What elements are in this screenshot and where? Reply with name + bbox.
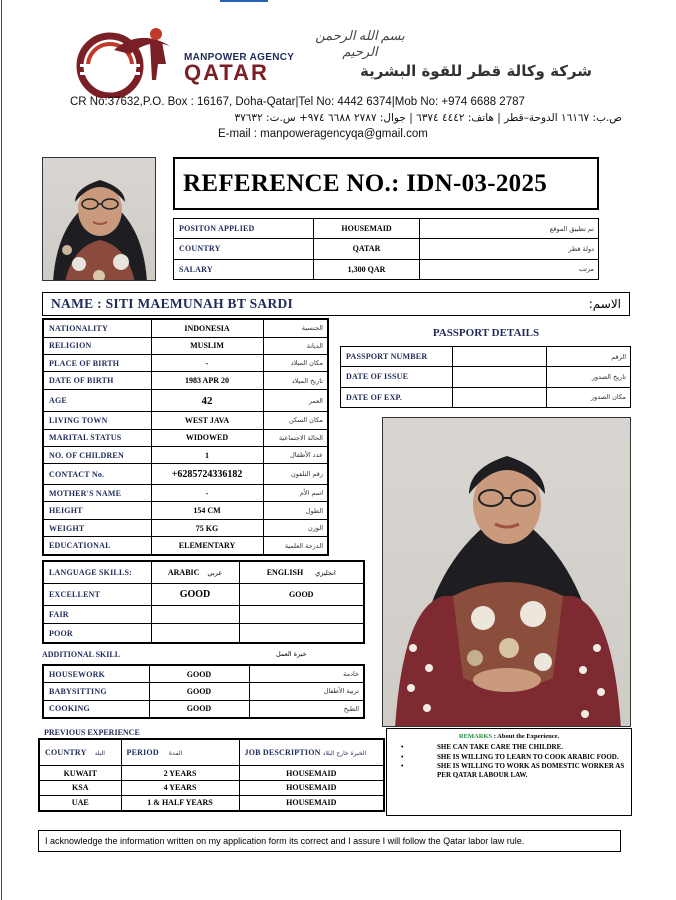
personal-value: WEST JAVA (151, 412, 263, 429)
table-row (43, 502, 328, 519)
agency-name-arabic: شركة وكالة قطر للقوة البشرية (360, 62, 592, 80)
table-row (39, 795, 384, 811)
table-row (341, 387, 631, 407)
table-row (174, 259, 599, 279)
reference-number: REFERENCE NO.: IDN-03-2025 (183, 169, 548, 197)
table-row (43, 389, 328, 412)
personal-value: WIDOWED (151, 429, 263, 446)
country-arabic: دولة قطر (420, 239, 599, 259)
english-poor (239, 624, 364, 643)
personal-arabic: مكان الميلاد (263, 355, 328, 372)
agency-name-line2: QATAR (184, 60, 269, 85)
remarks-list (393, 743, 625, 779)
table-row (39, 739, 384, 766)
passport-number-value (453, 347, 547, 367)
country-header-label: COUNTRY (45, 748, 87, 758)
english-label-ar: انجليزي (315, 568, 336, 577)
personal-arabic: تاريخ الميلاد (263, 372, 328, 389)
acknowledgement-text: I acknowledge the information written on my application form its correct and I assure I will follow the Qatar labor law rule. (45, 836, 525, 846)
experience-country: UAE (39, 795, 121, 811)
country-header-arabic: البلد (94, 750, 105, 758)
personal-label: AGE (43, 389, 151, 412)
arabic-header (151, 561, 239, 583)
country-label: COUNTRY (174, 239, 314, 259)
personal-value: - (151, 485, 263, 502)
list-item (393, 762, 625, 779)
personal-arabic: الطول (263, 502, 328, 519)
table-row (341, 367, 631, 387)
exp-date-label: DATE OF EXP. (341, 387, 453, 407)
personal-value: 1983 APR 20 (151, 372, 263, 389)
experience-country: KSA (39, 781, 121, 796)
personal-label: CONTACT No. (43, 464, 151, 485)
table-row (43, 412, 328, 429)
position-table (173, 218, 599, 280)
table-row (43, 700, 364, 718)
personal-arabic: الجنسية (263, 319, 328, 337)
remarks-subtitle: : About the Experience. (493, 733, 560, 740)
table-row (43, 624, 364, 643)
personal-arabic: مكان السكن (263, 412, 328, 429)
table-row (43, 446, 328, 463)
babysitting-label: BABYSITTING (43, 683, 149, 700)
experience-job: HOUSEMAID (239, 766, 384, 781)
additional-skill-title: ADDITIONAL SKILL (42, 650, 121, 659)
personal-label: EDUCATIONAL (43, 537, 151, 555)
english-header (239, 561, 364, 583)
table-row (43, 683, 364, 700)
reference-box (173, 157, 599, 210)
arabic-poor (151, 624, 239, 643)
arabic-label: ARABIC (167, 567, 200, 577)
passport-number-arabic: الرقم (547, 347, 631, 367)
english-label: ENGLISH (266, 567, 304, 577)
name-arabic: الاسم: (588, 297, 621, 311)
experience-title: PREVIOUS EXPERIENCE (44, 728, 140, 737)
contact-english: CR No:37632,P.O. Box : 16167, Doha-Qatar|Tel No: 4442 6374|Mob No: +974 6688 2787 (70, 96, 525, 108)
cooking-label: COOKING (43, 700, 149, 718)
acknowledgement-box (38, 830, 621, 852)
bullet-icon: • (401, 743, 404, 751)
experience-job: HOUSEMAID (239, 781, 384, 796)
table-row (43, 429, 328, 446)
personal-value: +6285724336182 (151, 464, 263, 485)
personal-details-table (42, 318, 329, 556)
experience-job: HOUSEMAID (239, 795, 384, 811)
salary-arabic: مرتب (420, 259, 599, 279)
personal-value: MUSLIM (151, 337, 263, 354)
personal-value: 1 (151, 446, 263, 463)
personal-label: PLACE OF BIRTH (43, 355, 151, 372)
personal-label: NATIONALITY (43, 319, 151, 337)
basmala-text: بسم الله الرحمن الرحيم (315, 28, 405, 59)
issue-date-value (453, 367, 547, 387)
remark-text: SHE CAN TAKE CARE THE CHILDRE. (437, 743, 564, 751)
housework-label: HOUSEWORK (43, 665, 149, 683)
issue-date-label: DATE OF ISSUE (341, 367, 453, 387)
bullet-icon: • (401, 752, 404, 761)
remarks-box (386, 728, 632, 816)
agency-header (0, 0, 676, 150)
experience-period-header (121, 739, 239, 766)
period-header-label: PERIOD (126, 748, 159, 758)
experience-table (38, 738, 385, 812)
language-skills-table (42, 560, 365, 644)
personal-label: MOTHER'S NAME (43, 485, 151, 502)
passport-table (340, 346, 631, 408)
personal-label: LIVING TOWN (43, 412, 151, 429)
experience-period: 4 YEARS (121, 781, 239, 796)
table-row (43, 583, 364, 605)
personal-label: WEIGHT (43, 519, 151, 536)
arabic-label-ar: عربي (207, 568, 223, 577)
level-poor: POOR (43, 624, 151, 643)
contact-email: E-mail : manpoweragencyqa@gmail.com (218, 128, 428, 140)
personal-label: NO. OF CHILDREN (43, 446, 151, 463)
salary-value: 1,300 QAR (314, 259, 420, 279)
applicant-name: NAME : SITI MAEMUNAH BT SARDI (51, 296, 294, 311)
salary-label: SALARY (174, 259, 314, 279)
remark-text: SHE IS WILLING TO LEARN TO COOK ARABIC FOOD. (437, 752, 619, 761)
table-row (43, 485, 328, 502)
table-row (43, 519, 328, 536)
passport-number-label: PASSPORT NUMBER (341, 347, 453, 367)
agency-name-line1: MANPOWER AGENCY (184, 52, 295, 63)
personal-label: MARITAL STATUS (43, 429, 151, 446)
level-excellent: EXCELLENT (43, 583, 151, 605)
issue-date-arabic: تاريخ الصدور (547, 367, 631, 387)
arabic-excellent: GOOD (151, 583, 239, 605)
additional-skill-arabic: خبرة العمل (276, 650, 307, 658)
name-bar (42, 292, 630, 316)
personal-arabic: الدرجة العلمية (263, 537, 328, 555)
table-row (174, 239, 599, 259)
personal-value: 42 (151, 389, 263, 412)
list-item (393, 743, 625, 752)
personal-arabic: عدد الأطفال (263, 446, 328, 463)
cooking-value: GOOD (149, 700, 249, 718)
table-row (43, 605, 364, 623)
english-excellent: GOOD (239, 583, 364, 605)
exp-date-value (453, 387, 547, 407)
position-label: POSITON APPLIED (174, 219, 314, 239)
table-row (39, 766, 384, 781)
personal-value: ELEMENTARY (151, 537, 263, 555)
table-row (43, 355, 328, 372)
babysitting-value: GOOD (149, 683, 249, 700)
personal-value: 154 CM (151, 502, 263, 519)
personal-label: RELIGION (43, 337, 151, 354)
table-row (43, 337, 328, 354)
position-value: HOUSEMAID (314, 219, 420, 239)
experience-country-header (39, 739, 121, 766)
personal-value: INDONESIA (151, 319, 263, 337)
personal-arabic: الديانة (263, 337, 328, 354)
table-row (43, 537, 328, 555)
position-arabic: تم تطبيق الموقع (420, 219, 599, 239)
remarks-heading (393, 733, 625, 740)
housework-arabic: خادمة (249, 665, 364, 683)
job-header-label: JOB DESCRIPTION (244, 748, 321, 758)
level-fair: FAIR (43, 605, 151, 623)
personal-label: DATE OF BIRTH (43, 372, 151, 389)
personal-arabic: اسم الأم (263, 485, 328, 502)
contact-arabic: ص.ب: ١٦١٦٧ الدوحة–قطر | هاتف: ٤٤٤٢ ٦٣٧٤ | جوال: ٢٧٨٧ ٦٦٨٨ ٩٧٤+ س.ت: ٣٧٦٣٢ (234, 112, 622, 124)
language-skills-title: LANGUAGE SKILLS: (43, 561, 151, 583)
personal-arabic: رقم التلفون (263, 464, 328, 485)
personal-arabic: الحالة الاجتماعية (263, 429, 328, 446)
exp-date-arabic: مكان الصدور (547, 387, 631, 407)
personal-value: - (151, 355, 263, 372)
applicant-portrait-small (42, 157, 156, 281)
table-row (341, 347, 631, 367)
experience-job-header (239, 739, 384, 766)
table-row (43, 372, 328, 389)
personal-arabic: الوزن (263, 519, 328, 536)
table-row (43, 319, 328, 337)
applicant-portrait-full (382, 417, 631, 727)
period-header-arabic: المدة (169, 750, 183, 758)
remarks-title: REMARKS (458, 733, 493, 740)
table-row (43, 464, 328, 485)
table-row (39, 781, 384, 796)
passport-title: PASSPORT DETAILS (432, 327, 540, 339)
personal-label: HEIGHT (43, 502, 151, 519)
babysitting-arabic: تربية الأطفال (249, 683, 364, 700)
experience-country: KUWAIT (39, 766, 121, 781)
table-row (43, 561, 364, 583)
country-value: QATAR (314, 239, 420, 259)
table-row (43, 665, 364, 683)
agency-logo-icon (70, 20, 178, 98)
job-header-arabic: الخبرة خارج البلاد (322, 750, 367, 758)
table-row (174, 219, 599, 239)
cooking-arabic: الطبخ (249, 700, 364, 718)
housework-value: GOOD (149, 665, 249, 683)
bullet-icon: • (401, 762, 404, 770)
remark-text: SHE IS WILLING TO WORK AS DOMESTIC WORKER AS PER QATAR LABOUR LAW. (437, 762, 625, 779)
personal-value: 75 KG (151, 519, 263, 536)
experience-period: 2 YEARS (121, 766, 239, 781)
experience-period: 1 & HALF YEARS (121, 795, 239, 811)
english-fair (239, 605, 364, 623)
arabic-fair (151, 605, 239, 623)
personal-arabic: العمر (263, 389, 328, 412)
additional-skill-table (42, 664, 365, 719)
list-item (393, 753, 625, 762)
